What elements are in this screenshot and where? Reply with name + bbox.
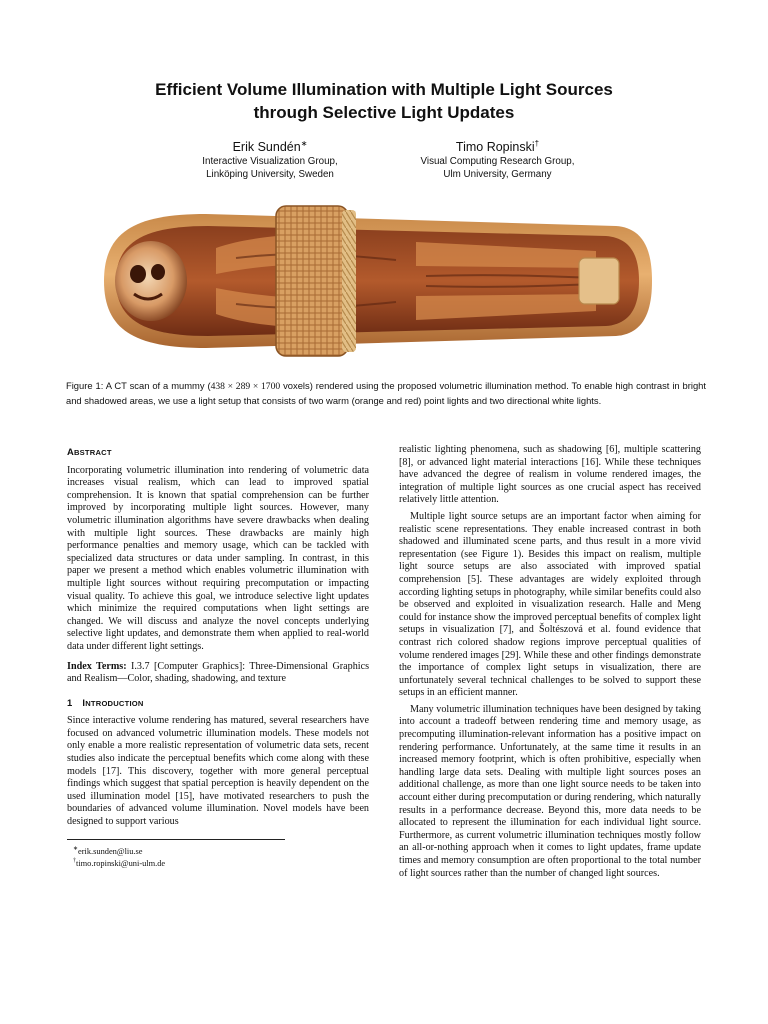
author-name: Timo Ropinski† <box>455 139 540 155</box>
author-affiliation-line-1: Interactive Visualization Group, <box>202 156 338 168</box>
title-line-1: Efficient Volume Illumination with Multiple Light Sources <box>155 80 613 99</box>
footnote-divider <box>67 839 285 840</box>
mummy-render-image <box>96 196 658 366</box>
author-affiliation-line-1: Visual Computing Research Group, <box>420 156 575 168</box>
introduction-heading: 1 INTRODUCTION <box>67 696 144 708</box>
introduction-paragraph-3: Many volumetric illumination techniques have been designed by taking into account a tradeoff between rendering time and memory usage, as precomputing illumination-relevant information has a positive impact on rendering performance. Unfortunately, at the same time it results in an increased memory footprint, which is often prohibitive, especially when handling large data sets. Dealing with multiple light sources poses an additional challenge, as more than one light source needs to be taken into account either during precomputation or during rendering, which naturally results in a performance decrease. Beyond this, more data needs to be allocated to represent the illumination for each individual light source. Furthermore, as current volumetric illumination techniques mostly follow an all-or-nothing approach when it comes to light updates, frame update times and memory consumption are often proportional to the total number of light sources rather than the number of changed light sources. <box>399 703 701 879</box>
introduction-paragraph-2: Multiple light source setups are an important factor when aiming for realistic scene representations. They enable increased contrast in both shadowed and illuminated scene parts, and thus result in a more vivid representation (see Figure 1). Besides this impact on realism, multiple light source setups are also associated with improved spatial comprehension [5]. These advantages are widely exploited through according lighting setups in photography, while similar benefits could also be observed and exploited in visualization research. Halle and Meng could for instance show the improved perceptual benefits of complex light setups in visualization [7], and Šoltészová et al. found evidence that contrast rich colored shadow regions improve perceptual qualities of volume rendered images [29]. While these and other findings demonstrate the importance of complex light setups in visualization, there are unfortunately several technical challenges to be solved to support these setups in an efficient manner. <box>399 510 701 699</box>
teaser-figure-mummy-render <box>96 196 658 366</box>
right-column <box>399 444 701 880</box>
author-block-1 <box>165 136 375 181</box>
left-column <box>67 444 369 869</box>
abstract-text: Incorporating volumetric illumination into rendering of volumetric data increases visual realism, which can lead to improved spatial comprehension. It is known that spatial comprehension can be further improved by incorporating multiple light sources. However, many volumetric illumination algorithms have severe drawbacks when dealing with multiple light sources. These drawbacks are mainly high performance penalties and memory usage, which can be tackled with specialized data structures or data under sampling. In contrast, in this paper we present a method which enables volumetric illumination with multiple light sources without requiring precomputation or impacting visual quality. To achieve this goal, we introduce selective light updates which minimize the required computations when light settings are changed. We will discuss and analyze the novel concepts underlying selective light updates, and demonstrate them when applied to real-world data under different light settings. <box>67 464 369 652</box>
footnote-email-1: ∗erik.sunden@liu.se <box>73 845 143 856</box>
figure-caption: Figure 1: A CT scan of a mummy (438 × 289 × 1700 voxels) rendered using the proposed volumetric illumination method. To enable high contrast in bright and shadowed areas, we use a light setup that consists of two warm (orange and red) point lights and two directional white lights. <box>66 380 706 406</box>
title-line-2: through Selective Light Updates <box>253 103 515 122</box>
author-block-2 <box>380 136 615 181</box>
introduction-paragraph-1-continued: realistic lighting phenomena, such as shadowing [6], multiple scattering [8], or advanced light material interactions [16]. While these techniques have advanced the degree of realism in volume rendered images, the integration of multiple light sources as one crucial aspect has received relatively little attention. <box>399 444 701 506</box>
paper-title <box>60 78 708 124</box>
footnote-email-2: †timo.ropinski@uni-ulm.de <box>73 858 166 869</box>
abstract-heading: ABSTRACT <box>67 446 112 457</box>
author-affiliation-line-2: Ulm University, Germany <box>443 169 552 181</box>
introduction-paragraph-1: Since interactive volume rendering has matured, several researchers have focused on advanced volumetric illumination models. These models not only enable a more realistic representation of volumetric data sets, recent studies also indicate the perceptual benefits which come along with these models [17]. This discovery, together with more general perceptual findings which suggest that spatial perception is heavily dependent on the used illumination model [15], have motivated researchers to push the boundaries of advanced volume illumination. Novel models have been designed to support various <box>67 715 369 828</box>
index-terms: Index Terms: I.3.7 [Computer Graphics]: Three-Dimensional Graphics and Realism—Color, shading, shadowing, and texture <box>67 660 370 685</box>
author-affiliation-line-2: Linköping University, Sweden <box>206 169 334 181</box>
author-name: Erik Sundén∗ <box>232 139 308 155</box>
